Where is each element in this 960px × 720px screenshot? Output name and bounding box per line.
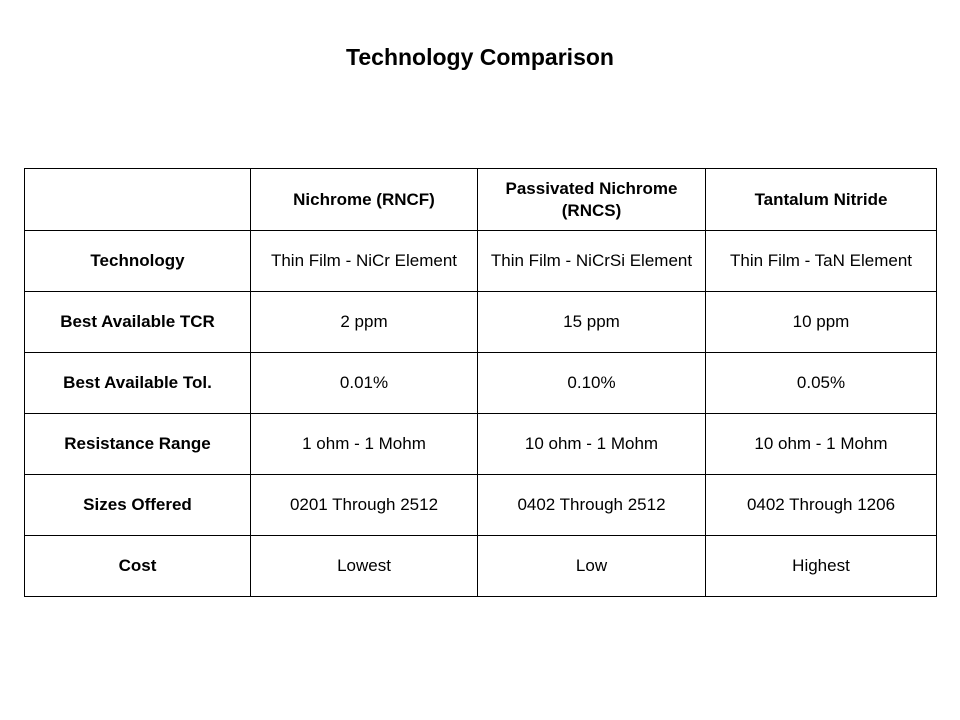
- table-cell: 15 ppm: [478, 292, 706, 353]
- row-label: Resistance Range: [25, 414, 251, 475]
- table-cell: 0402 Through 1206: [706, 475, 937, 536]
- table-cell: 0.10%: [478, 353, 706, 414]
- table-cell: Highest: [706, 536, 937, 597]
- table-cell: Thin Film - TaN Element: [706, 231, 937, 292]
- row-label: Sizes Offered: [25, 475, 251, 536]
- header-cell-empty: [25, 169, 251, 231]
- table-cell: 10 ppm: [706, 292, 937, 353]
- table-cell: 0.01%: [251, 353, 478, 414]
- table-cell: Thin Film - NiCr Element: [251, 231, 478, 292]
- table-cell: 2 ppm: [251, 292, 478, 353]
- table-cell: 10 ohm - 1 Mohm: [478, 414, 706, 475]
- table-cell: 10 ohm - 1 Mohm: [706, 414, 937, 475]
- row-label: Technology: [25, 231, 251, 292]
- table-cell: 0201 Through 2512: [251, 475, 478, 536]
- header-cell-tantalum-nitride: Tantalum Nitride: [706, 169, 937, 231]
- table-row: [25, 353, 937, 414]
- table-row: [25, 536, 937, 597]
- table-cell: Low: [478, 536, 706, 597]
- comparison-table: [24, 168, 937, 597]
- row-label: Cost: [25, 536, 251, 597]
- table-cell: 0402 Through 2512: [478, 475, 706, 536]
- header-cell-nichrome: Nichrome (RNCF): [251, 169, 478, 231]
- table-cell: Lowest: [251, 536, 478, 597]
- table-row: [25, 414, 937, 475]
- row-label: Best Available Tol.: [25, 353, 251, 414]
- row-label: Best Available TCR: [25, 292, 251, 353]
- header-cell-passivated-nichrome: Passivated Nichrome (RNCS): [478, 169, 706, 231]
- table-cell: Thin Film - NiCrSi Element: [478, 231, 706, 292]
- table-row: [25, 475, 937, 536]
- page-title: Technology Comparison: [346, 44, 614, 70]
- table-header-row: [25, 169, 937, 231]
- table-cell: 1 ohm - 1 Mohm: [251, 414, 478, 475]
- table-row: [25, 292, 937, 353]
- table-row: [25, 231, 937, 292]
- table-cell: 0.05%: [706, 353, 937, 414]
